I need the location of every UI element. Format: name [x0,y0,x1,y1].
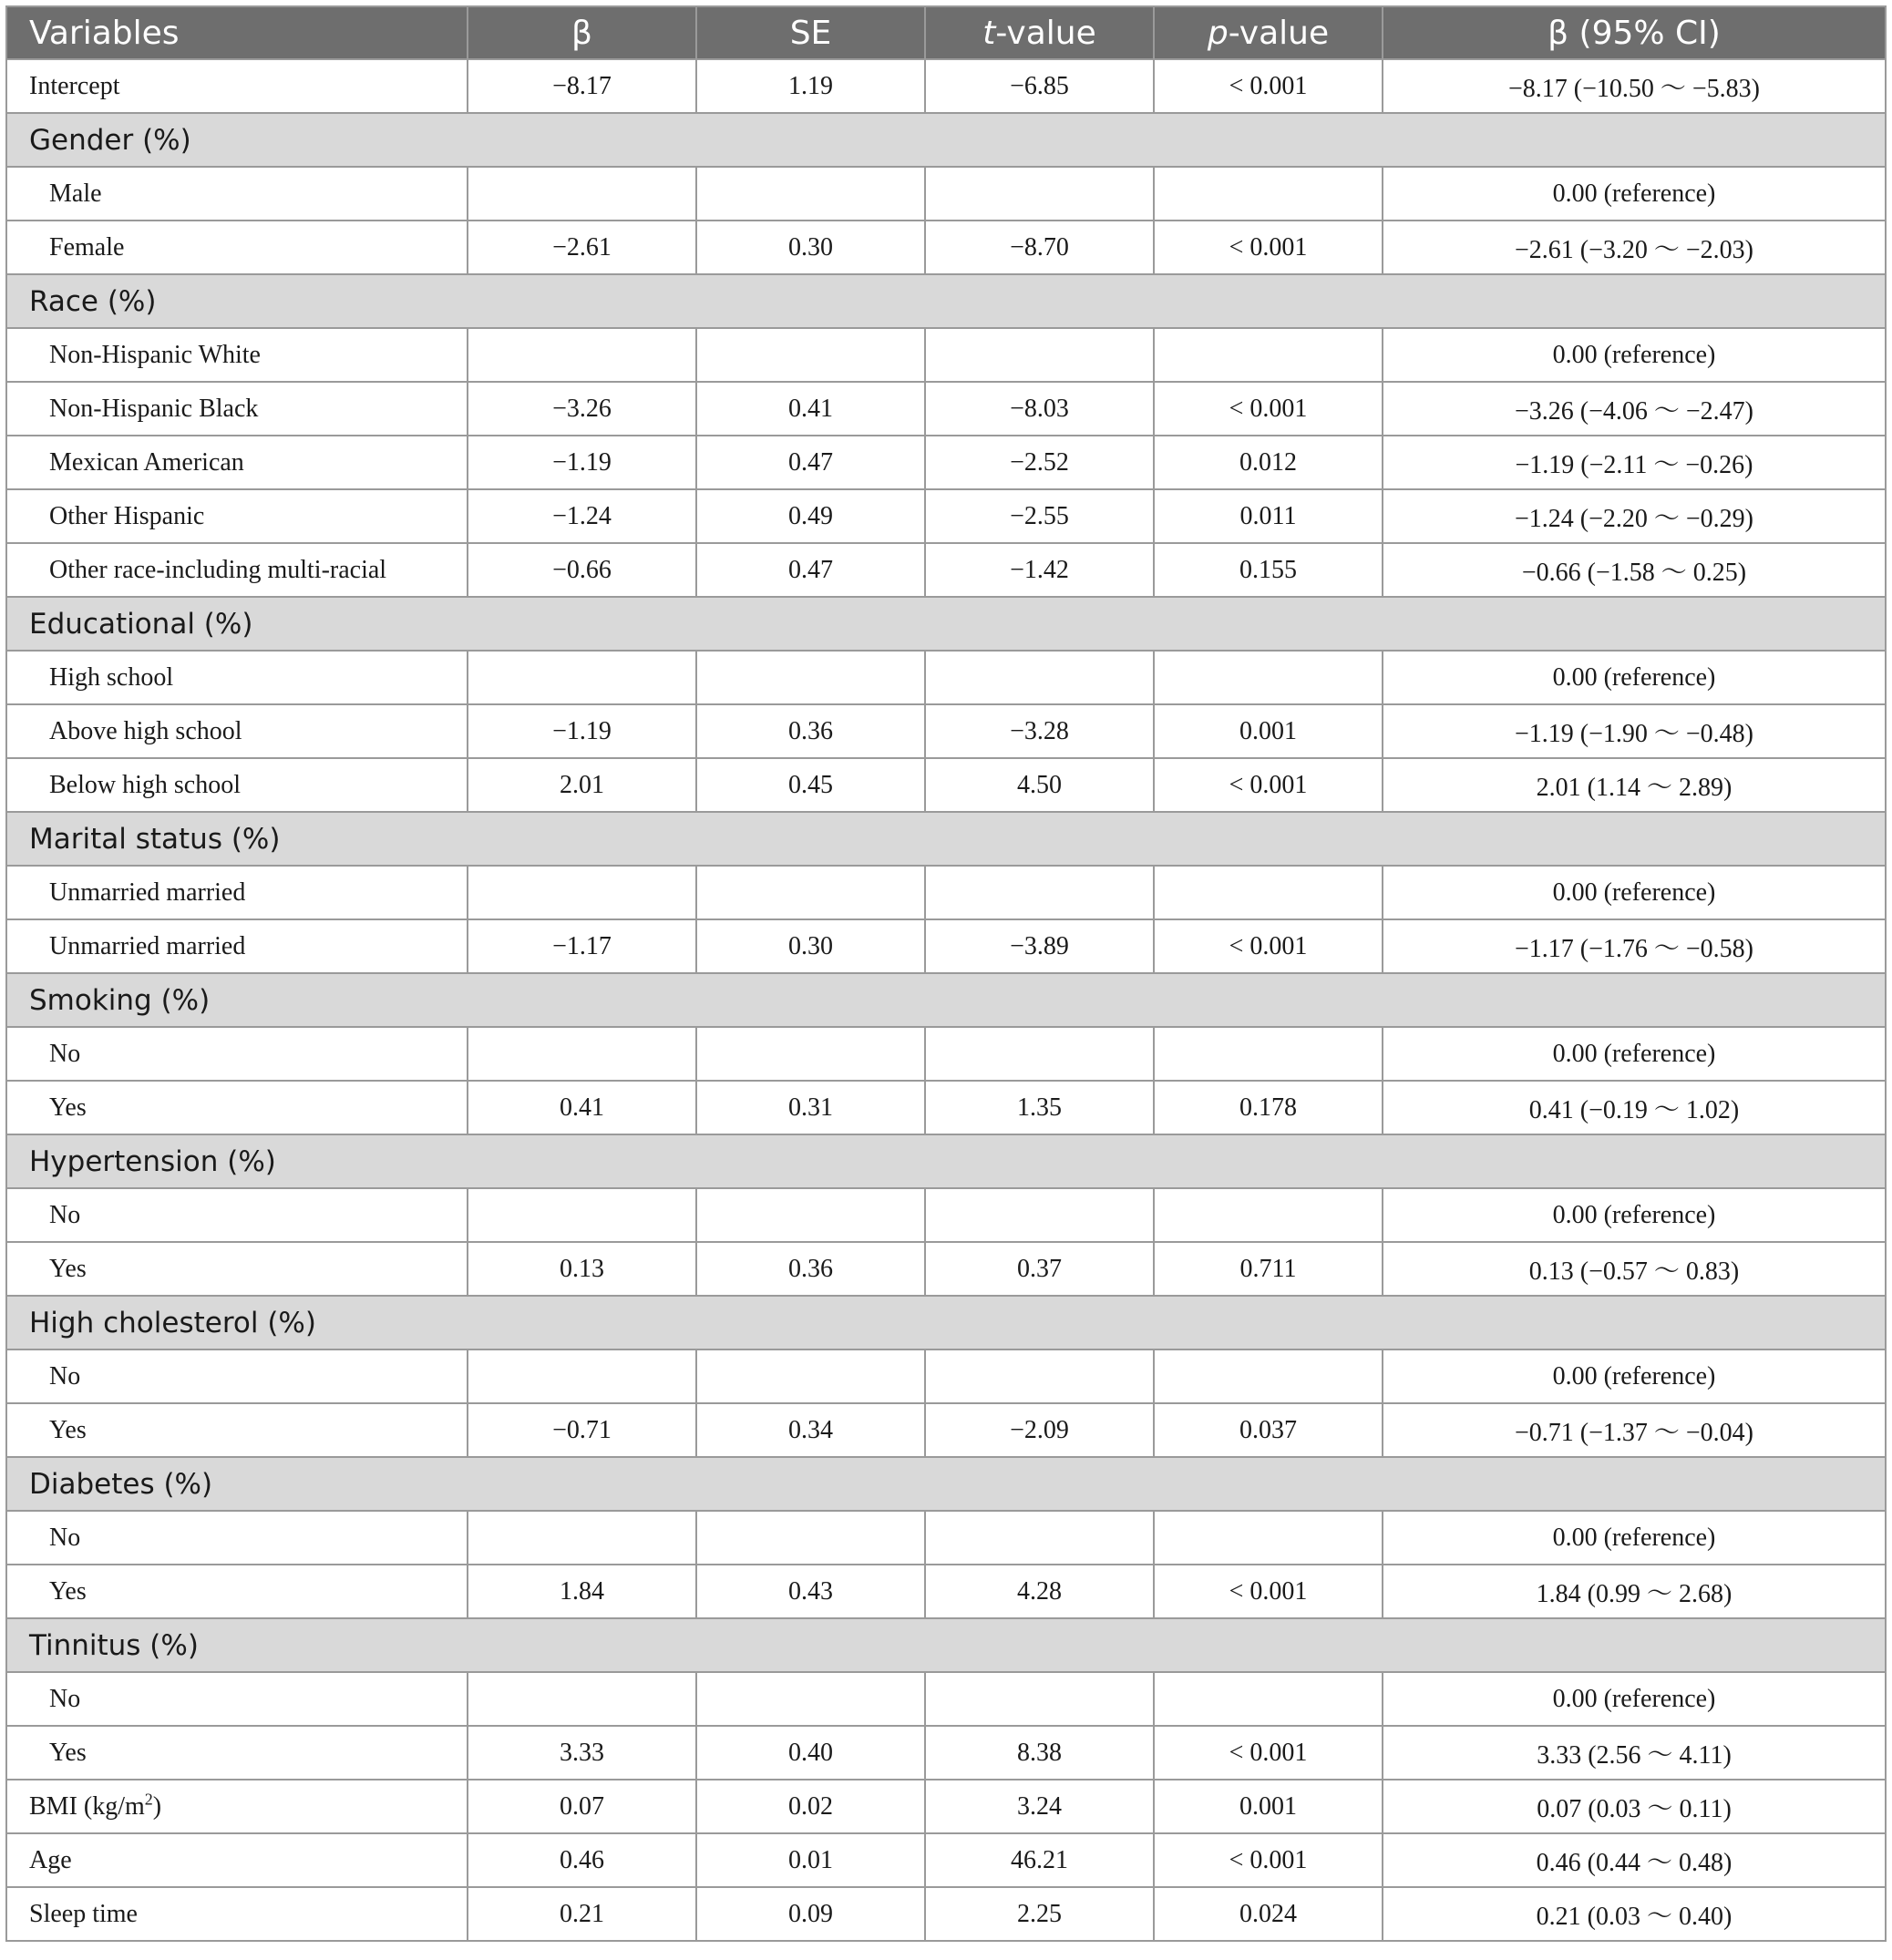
p-value-cell: < 0.001 [1154,221,1383,274]
table-row [6,1672,1886,1726]
t-value-cell [925,1188,1154,1242]
header-p-suffix: -value [1228,14,1330,52]
beta-ci-cell: −1.19 (−1.90 ～ −0.48) [1383,704,1886,758]
se-cell: 0.34 [696,1403,925,1457]
variable-label: Yes [6,1403,468,1457]
beta-ci-cell: 0.00 (reference) [1383,1349,1886,1403]
section-row [6,1618,1886,1672]
beta-ci-cell: −3.26 (−4.06 ～ −2.47) [1383,382,1886,436]
p-value-cell: < 0.001 [1154,758,1383,812]
beta-cell [468,167,696,221]
section-label: Educational (%) [6,597,1886,651]
variable-label: Above high school [6,704,468,758]
p-value-cell [1154,1349,1383,1403]
p-value-cell [1154,866,1383,919]
section-row [6,113,1886,167]
t-value-cell [925,328,1154,382]
variable-label: Yes [6,1726,468,1780]
variable-label: Other race-including multi-racial [6,543,468,597]
beta-cell: −1.17 [468,919,696,973]
table-row [6,1188,1886,1242]
table-row [6,221,1886,274]
p-value-cell: < 0.001 [1154,919,1383,973]
p-value-cell [1154,1027,1383,1081]
variable-label: Non-Hispanic White [6,328,468,382]
beta-ci-cell: −2.61 (−3.20 ～ −2.03) [1383,221,1886,274]
header-beta-ci: β (95% CI) [1383,6,1886,59]
beta-cell: −1.19 [468,436,696,489]
p-value-cell: < 0.001 [1154,382,1383,436]
beta-ci-cell: 0.00 (reference) [1383,1027,1886,1081]
variable-label: Unmarried married [6,919,468,973]
t-value-cell [925,1027,1154,1081]
header-t-value [925,6,1154,59]
section-label: Marital status (%) [6,812,1886,866]
se-cell [696,1188,925,1242]
t-value-cell: −2.52 [925,436,1154,489]
table-row [6,59,1886,113]
t-value-cell: 0.37 [925,1242,1154,1296]
beta-cell: 0.07 [468,1780,696,1833]
t-value-cell [925,1349,1154,1403]
section-label: Diabetes (%) [6,1457,1886,1511]
table-row [6,1780,1886,1833]
variable-label: Sleep time [6,1887,468,1941]
beta-ci-cell: −8.17 (−10.50 ～ −5.83) [1383,59,1886,113]
section-label: Smoking (%) [6,973,1886,1027]
se-cell: 1.19 [696,59,925,113]
section-row [6,1296,1886,1349]
se-cell [696,1672,925,1726]
beta-ci-cell: 0.41 (−0.19 ～ 1.02) [1383,1081,1886,1134]
variable-label: Female [6,221,468,274]
section-row [6,1457,1886,1511]
regression-table [5,5,1887,1942]
t-value-cell: 1.35 [925,1081,1154,1134]
se-cell [696,651,925,704]
beta-ci-cell: −0.66 (−1.58 ～ 0.25) [1383,543,1886,597]
t-value-cell: −6.85 [925,59,1154,113]
variable-label-suffix: ) [152,1791,162,1821]
p-value-cell: 0.011 [1154,489,1383,543]
variable-label: Intercept [6,59,468,113]
variable-label [6,1780,468,1833]
beta-cell: −1.24 [468,489,696,543]
se-cell: 0.31 [696,1081,925,1134]
table-row [6,1403,1886,1457]
t-value-cell: −2.09 [925,1403,1154,1457]
p-value-cell: 0.178 [1154,1081,1383,1134]
header-se: SE [696,6,925,59]
beta-ci-cell: 0.00 (reference) [1383,1672,1886,1726]
header-beta: β [468,6,696,59]
section-row [6,274,1886,328]
beta-ci-cell: 0.00 (reference) [1383,1511,1886,1565]
t-value-cell: 3.24 [925,1780,1154,1833]
beta-cell [468,1188,696,1242]
p-value-cell: 0.001 [1154,1780,1383,1833]
beta-cell: 1.84 [468,1565,696,1618]
section-row [6,597,1886,651]
beta-ci-cell: 0.13 (−0.57 ～ 0.83) [1383,1242,1886,1296]
beta-ci-cell: −1.19 (−2.11 ～ −0.26) [1383,436,1886,489]
t-value-cell: 4.50 [925,758,1154,812]
se-cell: 0.43 [696,1565,925,1618]
section-label: Tinnitus (%) [6,1618,1886,1672]
table-header-row [6,6,1886,59]
beta-cell [468,651,696,704]
t-value-cell [925,1511,1154,1565]
se-cell: 0.47 [696,543,925,597]
table-row [6,382,1886,436]
beta-ci-cell: 2.01 (1.14 ～ 2.89) [1383,758,1886,812]
beta-cell [468,1027,696,1081]
beta-cell [468,866,696,919]
beta-ci-cell: 0.00 (reference) [1383,1188,1886,1242]
se-cell: 0.36 [696,704,925,758]
p-value-cell [1154,1672,1383,1726]
t-value-cell: −2.55 [925,489,1154,543]
se-cell: 0.47 [696,436,925,489]
p-value-cell [1154,328,1383,382]
p-value-cell: < 0.001 [1154,1833,1383,1887]
table-row [6,758,1886,812]
table-row [6,919,1886,973]
beta-ci-cell: 0.21 (0.03 ～ 0.40) [1383,1887,1886,1941]
header-p-italic: p [1207,14,1229,52]
p-value-cell: 0.037 [1154,1403,1383,1457]
se-cell: 0.41 [696,382,925,436]
t-value-cell [925,1672,1154,1726]
table-row [6,543,1886,597]
t-value-cell [925,651,1154,704]
beta-ci-cell: 0.07 (0.03 ～ 0.11) [1383,1780,1886,1833]
p-value-cell: 0.711 [1154,1242,1383,1296]
beta-ci-cell: 0.46 (0.44 ～ 0.48) [1383,1833,1886,1887]
beta-ci-cell: 0.00 (reference) [1383,167,1886,221]
beta-ci-cell: 0.00 (reference) [1383,866,1886,919]
beta-cell: 0.21 [468,1887,696,1941]
p-value-cell [1154,1188,1383,1242]
beta-cell: −0.71 [468,1403,696,1457]
table-row [6,328,1886,382]
table-row [6,1887,1886,1941]
p-value-cell: 0.024 [1154,1887,1383,1941]
section-row [6,973,1886,1027]
table-row [6,1833,1886,1887]
variable-label-superscript: 2 [144,1790,153,1809]
se-cell: 0.01 [696,1833,925,1887]
p-value-cell: 0.155 [1154,543,1383,597]
variable-label: Below high school [6,758,468,812]
table-row [6,1726,1886,1780]
p-value-cell: < 0.001 [1154,1726,1383,1780]
beta-cell [468,1511,696,1565]
t-value-cell: −3.28 [925,704,1154,758]
t-value-cell: 2.25 [925,1887,1154,1941]
variable-label: Yes [6,1565,468,1618]
se-cell [696,328,925,382]
variable-label: Yes [6,1242,468,1296]
table-row [6,489,1886,543]
se-cell [696,866,925,919]
table-row [6,1511,1886,1565]
table-row [6,704,1886,758]
beta-cell: −3.26 [468,382,696,436]
table-row [6,1565,1886,1618]
section-label: High cholesterol (%) [6,1296,1886,1349]
variable-label: High school [6,651,468,704]
t-value-cell [925,866,1154,919]
t-value-cell: −3.89 [925,919,1154,973]
section-label: Gender (%) [6,113,1886,167]
se-cell [696,1349,925,1403]
t-value-cell: −8.03 [925,382,1154,436]
p-value-cell: < 0.001 [1154,1565,1383,1618]
t-value-cell: 4.28 [925,1565,1154,1618]
se-cell: 0.30 [696,221,925,274]
beta-cell: −0.66 [468,543,696,597]
header-variables: Variables [6,6,468,59]
beta-cell: −8.17 [468,59,696,113]
se-cell: 0.45 [696,758,925,812]
variable-label: Non-Hispanic Black [6,382,468,436]
variable-label: No [6,1027,468,1081]
beta-ci-cell: −1.17 (−1.76 ～ −0.58) [1383,919,1886,973]
beta-cell [468,1672,696,1726]
variable-label: No [6,1349,468,1403]
beta-cell: 0.46 [468,1833,696,1887]
header-t-suffix: -value [995,14,1096,52]
se-cell: 0.49 [696,489,925,543]
variable-label-text: BMI (kg/m [29,1791,145,1821]
section-label: Hypertension (%) [6,1134,1886,1188]
p-value-cell [1154,1511,1383,1565]
variable-label: Male [6,167,468,221]
beta-cell [468,328,696,382]
t-value-cell: −1.42 [925,543,1154,597]
se-cell: 0.02 [696,1780,925,1833]
t-value-cell [925,167,1154,221]
se-cell: 0.40 [696,1726,925,1780]
p-value-cell: < 0.001 [1154,59,1383,113]
variable-label: Age [6,1833,468,1887]
variable-label: Other Hispanic [6,489,468,543]
section-row [6,1134,1886,1188]
t-value-cell: −8.70 [925,221,1154,274]
section-row [6,812,1886,866]
beta-cell: 0.41 [468,1081,696,1134]
beta-cell: 3.33 [468,1726,696,1780]
p-value-cell [1154,651,1383,704]
beta-cell: 2.01 [468,758,696,812]
table-body [6,59,1886,1941]
beta-cell: −2.61 [468,221,696,274]
beta-cell: −1.19 [468,704,696,758]
table-row [6,167,1886,221]
variable-label: Yes [6,1081,468,1134]
table-row [6,1349,1886,1403]
beta-ci-cell: −1.24 (−2.20 ～ −0.29) [1383,489,1886,543]
beta-ci-cell: 3.33 (2.56 ～ 4.11) [1383,1726,1886,1780]
table-row [6,651,1886,704]
variable-label: Unmarried married [6,866,468,919]
variable-label: Mexican American [6,436,468,489]
table-row [6,436,1886,489]
table-row [6,1027,1886,1081]
header-t-italic: t [982,14,996,52]
beta-ci-cell: 0.00 (reference) [1383,328,1886,382]
table-row [6,1081,1886,1134]
beta-ci-cell: 1.84 (0.99 ～ 2.68) [1383,1565,1886,1618]
table-row [6,866,1886,919]
table-row [6,1242,1886,1296]
se-cell: 0.09 [696,1887,925,1941]
se-cell [696,167,925,221]
beta-cell: 0.13 [468,1242,696,1296]
t-value-cell: 46.21 [925,1833,1154,1887]
p-value-cell [1154,167,1383,221]
beta-ci-cell: 0.00 (reference) [1383,651,1886,704]
beta-cell [468,1349,696,1403]
t-value-cell: 8.38 [925,1726,1154,1780]
header-p-value [1154,6,1383,59]
se-cell [696,1027,925,1081]
beta-ci-cell: −0.71 (−1.37 ～ −0.04) [1383,1403,1886,1457]
variable-label: No [6,1188,468,1242]
se-cell: 0.30 [696,919,925,973]
variable-label: No [6,1511,468,1565]
se-cell: 0.36 [696,1242,925,1296]
p-value-cell: 0.001 [1154,704,1383,758]
se-cell [696,1511,925,1565]
section-label: Race (%) [6,274,1886,328]
variable-label: No [6,1672,468,1726]
p-value-cell: 0.012 [1154,436,1383,489]
